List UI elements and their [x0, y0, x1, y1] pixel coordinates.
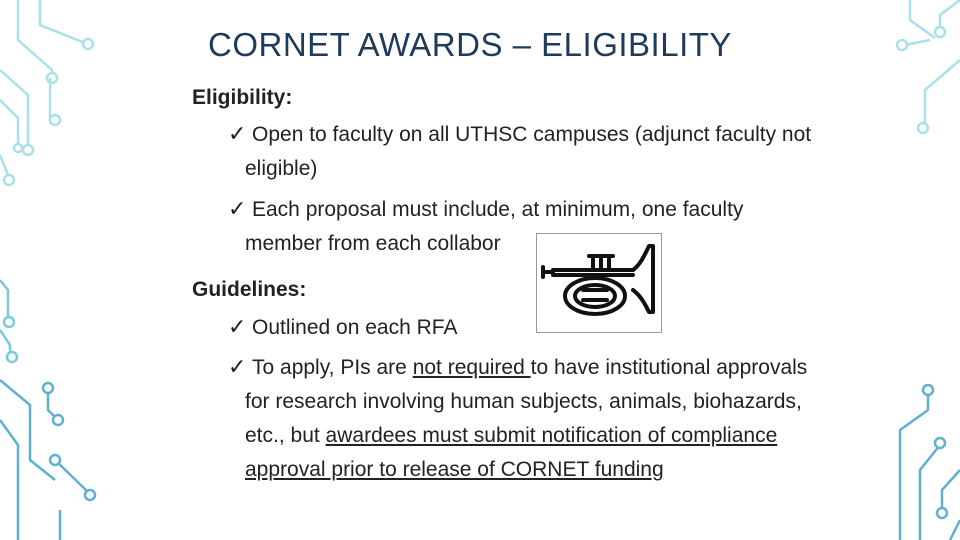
eligibility-heading: Eligibility:	[192, 86, 293, 109]
trumpet-clipart	[536, 233, 662, 333]
bullet-text: to have institutional approvals	[530, 356, 808, 379]
check-icon: ✓	[228, 197, 247, 222]
bullet-text: To apply, PIs are	[252, 356, 413, 379]
compliance-emphasis: awardees must submit notification of compliance	[325, 424, 778, 447]
eligibility-bullet-1	[228, 118, 898, 186]
bullet-text: Each proposal must include, at minimum, one faculty	[252, 198, 744, 221]
bullet-text: eligible)	[245, 157, 318, 180]
bullet-text: Outlined on each RFA	[252, 316, 458, 339]
bullet-text: Open to faculty on all UTHSC campuses (adjunct faculty not	[252, 123, 812, 146]
bullet-text: for research involving human subjects, animals, biohazards,	[245, 390, 802, 413]
check-icon: ✓	[228, 355, 247, 380]
bullet-text: etc., but	[245, 424, 326, 447]
guidelines-bullet-2	[228, 351, 898, 487]
check-icon: ✓	[228, 122, 247, 147]
compliance-emphasis: approval prior to release of CORNET funding	[245, 458, 664, 481]
bullet-text: member from each collabor	[245, 232, 501, 255]
trumpet-icon	[537, 234, 661, 332]
not-required-emphasis: not required	[412, 356, 531, 379]
guidelines-heading: Guidelines:	[192, 278, 307, 301]
slide-title: CORNET AWARDS – ELIGIBILITY	[208, 26, 732, 63]
check-icon: ✓	[228, 315, 247, 340]
